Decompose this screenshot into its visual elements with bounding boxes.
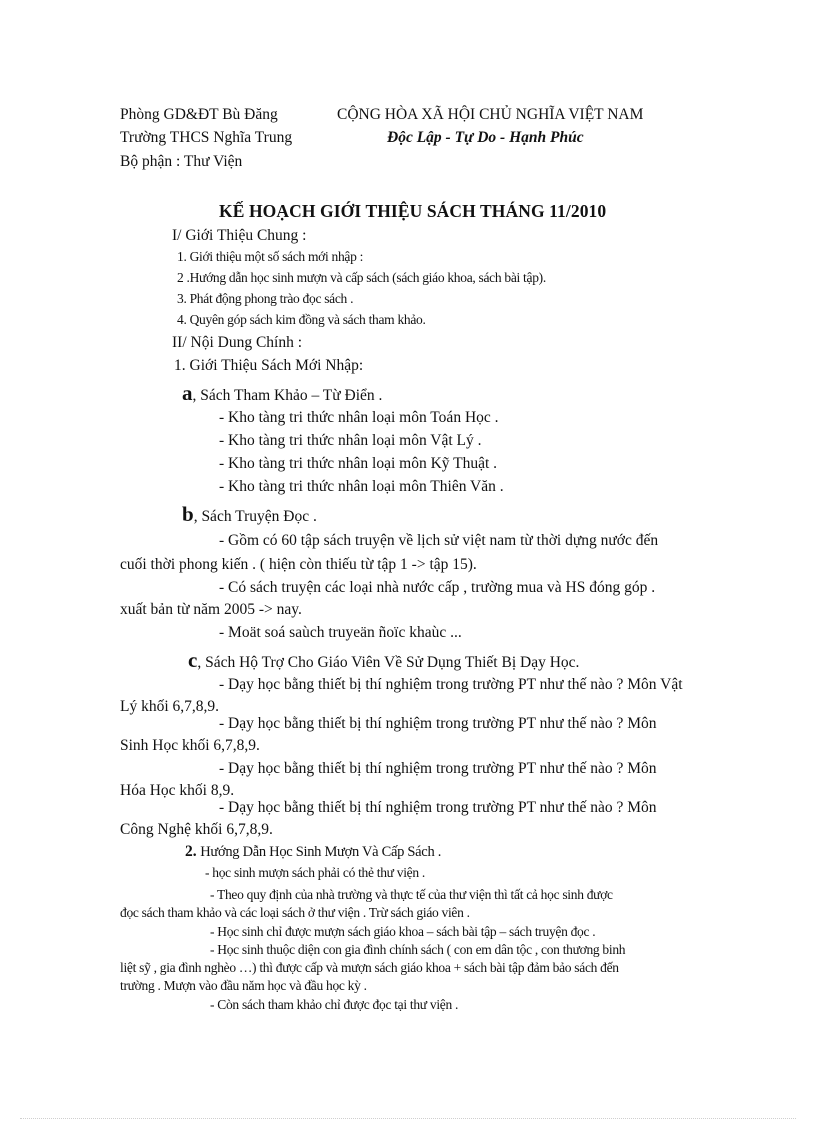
section2-sub2-label: Hướng Dẫn Học Sinh Mượn Và Cấp Sách .	[200, 844, 442, 860]
subsection-b-label: , Sách Truyện Đọc .	[193, 508, 317, 525]
subsection-b-line-2: cuối thời phong kiến . ( hiện còn thiếu từ tập 1 -> tập 15).	[120, 556, 477, 573]
section1-item-4: 4. Quyên góp sách kim đồng và sách tham khảo.	[177, 312, 426, 327]
header-department: Phòng GD&ĐT Bù Đăng	[120, 106, 278, 123]
subsection-c-heading	[188, 648, 579, 672]
subsection-a-item-1: - Kho tàng tri thức nhân loại môn Toán Học .	[219, 409, 499, 426]
section1-heading: I/ Giới Thiệu Chung :	[172, 227, 307, 244]
sub2-line-8: - Còn sách tham khảo chỉ được đọc tại thư viện .	[210, 997, 459, 1012]
subsection-c-line-8: Công Nghệ khối 6,7,8,9.	[120, 821, 273, 838]
section2-sub2-heading	[185, 843, 441, 861]
subsection-a-label: , Sách Tham Khảo – Từ Điển .	[192, 387, 383, 404]
header-division: Bộ phận : Thư Viện	[120, 153, 243, 170]
section2-sub1: 1. Giới Thiệu Sách Mới Nhập:	[174, 357, 364, 374]
subsection-c-line-5: - Dạy học bằng thiết bị thí nghiệm trong trường PT như thế nào ? Môn	[219, 760, 657, 777]
sub2-line-5: - Học sinh thuộc diện con gia đình chính sách ( con em dân tộc , con thương binh	[210, 942, 626, 957]
subsection-a-letter: a	[182, 381, 193, 405]
section1-item-1: 1. Giới thiệu một số sách mới nhập :	[177, 249, 364, 264]
page-bottom-rule	[20, 1118, 796, 1119]
sub2-line-6: liệt sỹ , gia đình nghèo …) thì được cấp và mượn sách giáo khoa + sách bài tập đảm bảo sách đến	[120, 960, 619, 975]
sub2-line-4: - Học sinh chỉ được mượn sách giáo khoa – sách bài tập – sách truyện đọc .	[210, 924, 596, 939]
subsection-a-item-4: - Kho tàng tri thức nhân loại môn Thiên Văn .	[219, 478, 504, 495]
sub2-line-1: - học sinh mượn sách phải có thẻ thư viện .	[205, 865, 425, 880]
subsection-b-letter: b	[182, 502, 194, 526]
document-title: KẾ HOẠCH GIỚI THIỆU SÁCH THÁNG 11/2010	[219, 201, 607, 221]
subsection-b-heading	[182, 502, 317, 526]
section2-heading: II/ Nội Dung Chính :	[172, 334, 303, 351]
header-motto: Độc Lập - Tự Do - Hạnh Phúc	[387, 129, 584, 146]
subsection-a-item-3: - Kho tàng tri thức nhân loại môn Kỹ Thuật .	[219, 455, 498, 472]
subsection-b-line-3: - Có sách truyện các loại nhà nước cấp , trường mua và HS đóng góp .	[219, 579, 656, 596]
section2-sub2-number: 2.	[185, 843, 197, 860]
section1-item-3: 3. Phát động phong trào đọc sách .	[177, 291, 354, 306]
subsection-c-line-4: Sinh Học khối 6,7,8,9.	[120, 737, 260, 754]
sub2-line-3: đọc sách tham khảo và các loại sách ở thư viện . Trừ sách giáo viên .	[120, 905, 470, 920]
subsection-c-label: , Sách Hộ Trợ Cho Giáo Viên Về Sử Dụng Thiết Bị Dạy Học.	[197, 654, 580, 671]
subsection-a-heading	[182, 381, 382, 405]
subsection-c-letter: c	[188, 648, 198, 672]
sub2-line-2: - Theo quy định của nhà trường và thực tế của thư viện thì tất cả học sinh được	[210, 887, 613, 902]
subsection-b-line-4: xuất bản từ năm 2005 -> nay.	[120, 601, 302, 618]
sub2-line-7: trường . Mượn vào đầu năm học và đầu học kỳ .	[120, 978, 367, 993]
header-school: Trường THCS Nghĩa Trung	[120, 129, 293, 146]
subsection-c-line-1: - Dạy học bằng thiết bị thí nghiệm trong trường PT như thế nào ? Môn Vật	[219, 676, 683, 693]
subsection-c-line-2: Lý khối 6,7,8,9.	[120, 698, 220, 715]
section1-item-2: 2 .Hướng dẫn học sinh mượn và cấp sách (sách giáo khoa, sách bài tập).	[177, 270, 546, 285]
subsection-a-item-2: - Kho tàng tri thức nhân loại môn Vật Lý .	[219, 432, 482, 449]
subsection-b-line-5: - Moät soá saùch truyeän ñoïc khaùc ...	[219, 624, 462, 641]
subsection-c-line-6: Hóa Học khối 8,9.	[120, 782, 235, 799]
header-national-title: CỘNG HÒA XÃ HỘI CHỦ NGHĨA VIỆT NAM	[337, 106, 644, 123]
subsection-c-line-7: - Dạy học bằng thiết bị thí nghiệm trong trường PT như thế nào ? Môn	[219, 799, 657, 816]
subsection-c-line-3: - Dạy học bằng thiết bị thí nghiệm trong trường PT như thế nào ? Môn	[219, 715, 657, 732]
subsection-b-line-1: - Gồm có 60 tập sách truyện về lịch sử việt nam từ thời dựng nước đến	[219, 532, 659, 549]
